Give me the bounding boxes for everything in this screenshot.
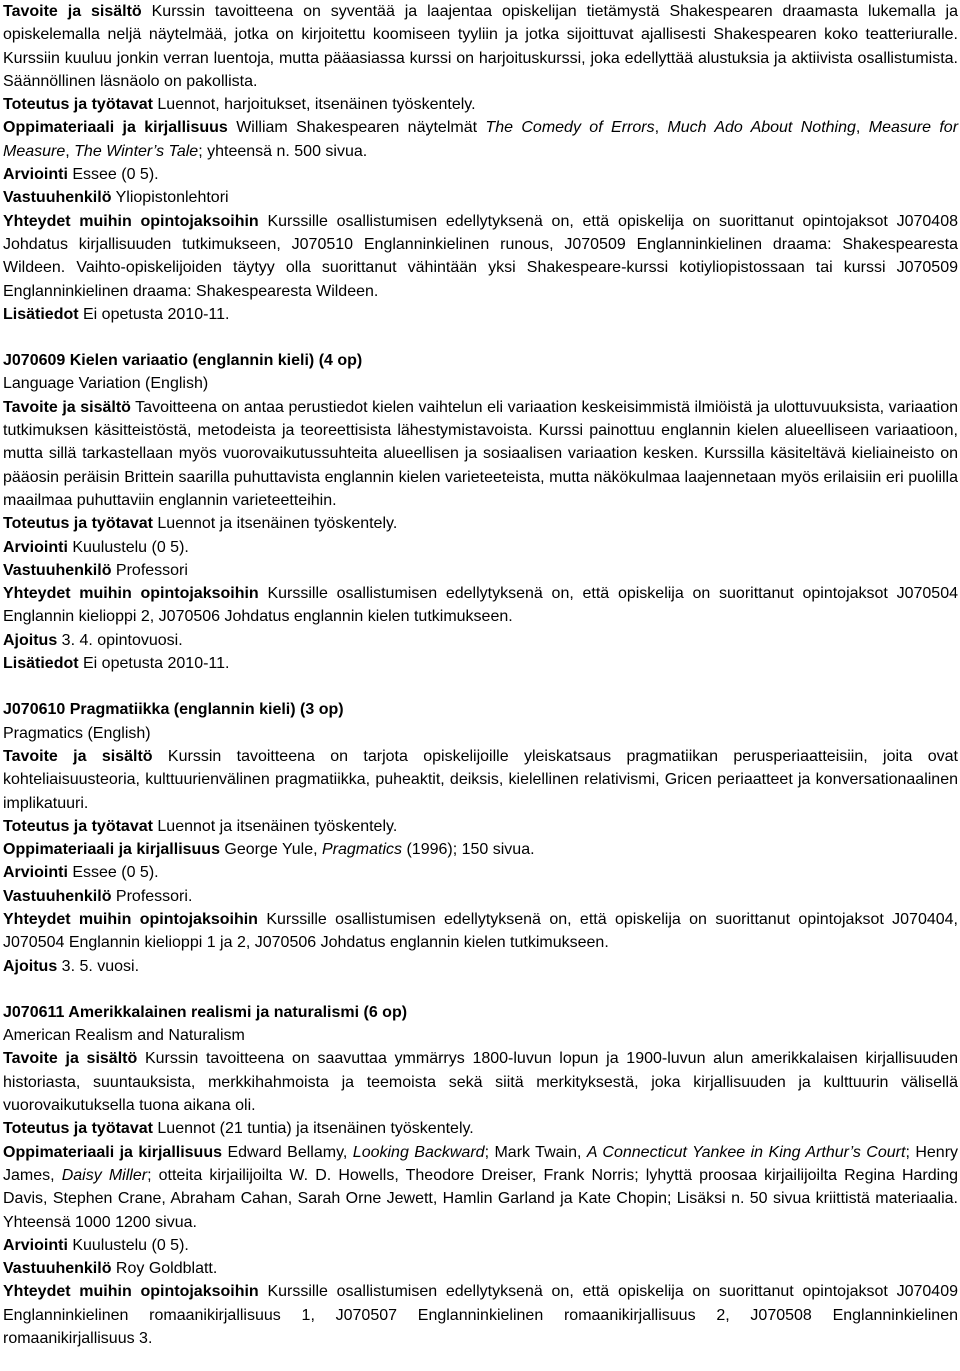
field-text: Ei opetusta 2010-11. (78, 655, 230, 673)
course-continued (3, 0, 958, 326)
field-text: , (855, 119, 869, 137)
field-text: ; Henry James, (3, 1143, 959, 1184)
field-label: Tavoite ja sisältö (3, 747, 153, 765)
field-text: Kurssin tavoitteena on saavuttaa ymmärrys 1800-luvun lopun ja 1900-luvun alun amerikkalaisen kirjallisuuden historiasta, suuntauksista, merkkihahmoista ja teemoista sekä siitä merkityksestä, joka kirjallisuuden ja kulttuurin välisellä vuorovaikutuksella tuona aikana oli. (3, 1050, 959, 1115)
field-text: George Yule, (219, 841, 322, 859)
field-text: Kurssin tavoitteena on syventää ja laajentaa opiskelijan tietämystä Shakespearen draamasta lukemalla ja opiskelemalla neljä näytelmää, jotka on kirjoitettu koomiseen tyyliin ja jotka sijoittuvat ajallisesti Shakespearen koko teatteriuralle. Kurssiin kuuluu jonkin verran luentoja, mutta pääasiassa kurssi on harjoituskurssi, joka edellyttää alustuksia ja aktiivista osallistumista. Säännöllinen läsnäolo on pakollista. (3, 3, 959, 90)
book-title: Looking Backward (352, 1143, 485, 1161)
field-label: Oppimateriaali ja kirjallisuus (3, 841, 220, 859)
field-label: Toteutus ja työtavat (3, 817, 153, 835)
field-oppimateriaali (3, 1141, 958, 1234)
course-subtitle: Pragmatics (English) (3, 724, 151, 742)
field-vastuuhenkilo (3, 186, 958, 209)
field-tavoite (3, 1047, 958, 1117)
course-title: J070610 Pragmatiikka (englannin kieli) (3 op) (3, 701, 344, 719)
field-vastuuhenkilo (3, 559, 958, 582)
field-ajoitus (3, 629, 958, 652)
field-text: ; otteita kirjailijoilta W. D. Howells, Theodore Dreiser, Frank Norris; lyhyttä proosaa kirjailijoilta Regina Harding Davis, Stephen Crane, Abraham Cahan, Sarah Orne Jewett, Hamlin Garland ja Kate Chopin; Lisäksi n. 50 sivua kriittistä materiaalia. Yhteensä 1000 1200 sivua. (3, 1166, 958, 1231)
field-toteutus (3, 815, 958, 838)
field-tavoite (3, 745, 958, 815)
field-label: Arviointi (3, 864, 68, 882)
field-label: Lisätiedot (3, 655, 79, 673)
field-label: Arviointi (3, 166, 68, 184)
field-text: ; Mark Twain, (484, 1143, 587, 1161)
field-text: Edward Bellamy, (222, 1143, 353, 1161)
field-oppimateriaali (3, 838, 958, 861)
field-text: Luennot (21 tuntia) ja itsenäinen työskentely. (152, 1120, 474, 1138)
field-text: Roy Goldblatt. (111, 1260, 218, 1278)
course-subtitle: Language Variation (English) (3, 375, 209, 393)
field-text: Yliopistonlehtori (111, 189, 229, 207)
field-text: , (65, 142, 75, 160)
field-label: Tavoite ja sisältö (3, 3, 142, 20)
field-yhteydet (3, 210, 958, 303)
field-arviointi (3, 536, 958, 559)
field-label: Vastuuhenkilö (3, 887, 112, 905)
book-title: A Connecticut Yankee in King Arthur’s Court (586, 1143, 906, 1161)
field-vastuuhenkilo (3, 885, 958, 908)
field-text: Ei opetusta 2010-11. (78, 305, 230, 323)
field-text: Essee (0 5). (67, 166, 159, 184)
field-label: Vastuuhenkilö (3, 189, 112, 207)
field-lisatiedot (3, 303, 958, 326)
field-toteutus (3, 1117, 958, 1140)
field-toteutus (3, 512, 958, 535)
field-arviointi (3, 163, 958, 186)
field-label: Yhteydet muihin opintojaksoihin (3, 585, 259, 603)
field-label: Toteutus ja työtavat (3, 96, 153, 114)
field-yhteydet (3, 582, 958, 629)
field-label: Yhteydet muihin opintojaksoihin (3, 212, 259, 230)
field-text: Professori (111, 561, 188, 579)
field-label: Oppimateriaali ja kirjallisuus (3, 119, 228, 137)
field-text: Kuulustelu (0 5). (67, 538, 189, 556)
field-ajoitus (3, 955, 958, 978)
field-tavoite (3, 0, 958, 93)
field-text: Kurssille osallistumisen edellytyksenä on, että opiskelija on suorittanut opintojaksot J070504 Englannin kielioppi 2, J070506 Johdatus englannin kielen tutkimukseen. (3, 585, 958, 626)
field-text: (1996); 150 sivua. (402, 841, 535, 859)
field-text: Kurssin tavoitteena on tarjota opiskelijoille yleiskatsaus pragmatiikan perusperiaatteisiin, joita ovat kohteliaisuusteoria, kulttuurienvälinen pragmatiikka, puheaktit, deiksis, kielellinen relativismi, Gricen periaatteet ja konversationaalinen implikatuuri. (3, 747, 958, 812)
book-title: Daisy Miller (61, 1166, 148, 1184)
book-title: Measure for Measure (3, 119, 959, 160)
field-text: 3. 4. opintovuosi. (57, 631, 183, 649)
field-vastuuhenkilo (3, 1257, 958, 1280)
field-text: Essee (0 5). (67, 864, 159, 882)
course-title: J070611 Amerikkalainen realismi ja naturalismi (6 op) (3, 1003, 408, 1021)
field-text: ; yhteensä n. 500 sivua. (198, 142, 368, 160)
course-subtitle: American Realism and Naturalism (3, 1027, 245, 1045)
field-text: 3. 5. vuosi. (57, 957, 140, 975)
field-arviointi (3, 1234, 958, 1257)
field-text: Kurssille osallistumisen edellytyksenä on, että opiskelija on suorittanut opintojaksot J070404, J070504 Englannin kielioppi 1 ja 2, J070506 Johdatus englannin kielen tutkimukseen. (3, 910, 958, 952)
field-label: Ajoitus (3, 957, 58, 975)
field-tavoite (3, 396, 958, 512)
field-text: Kurssille osallistumisen edellytyksenä on, että opiskelija on suorittanut opintojaksot J070409 Englanninkielinen romaanikirjallisuus 1, J070507 Englanninkielinen romaanikirjallisuus 2, J070508 Englanninkielinen romaanikirjallisuus 3. (3, 1283, 958, 1348)
field-text: Kurssille osallistumisen edellytyksenä on, että opiskelija on suorittanut opintojaksot J070408 Johdatus kirjallisuuden tutkimukseen, J070510 Englanninkielinen runous, J070509 Englanninkielinen draama: Shakespearesta Wildeen. Vaihto-opiskelijoiden täytyy olla suorittanut vähintään yksi Shakespeare-kurssi kotiyliopistossaan tai kurssi J070509 Englanninkielinen draama: Shakespearesta Wildeen. (3, 212, 958, 300)
field-text: Tavoitteena on antaa perustiedot kielen vaihtelun eli variaation keskeisimmistä ilmiöistä ja ulottuvuuksista, variaation tutkimuksen käsitteistöstä, metodeista ja teoreettisista lähestymistavoista. Kurssi painottuu englannin kielen alueelliseen variaatioon, mutta sillä tarkastellaan myös vuorovaikutussuhteita alueellisen ja sosiaalisen variaation kesken. Kurssilla käsiteltävä kieliaineisto on pääosin peräisin Brittein saarilla puhuttavista englannin kielen varieteeteista, mutta näkökulmaa laajennetaan myös erilaisiin eri puolilla maailmaa puhuttaviin englannin varieteetteihin. (3, 398, 959, 509)
field-text: , (654, 119, 668, 137)
book-title: The Winter’s Tale (74, 142, 199, 160)
field-label: Toteutus ja työtavat (3, 1120, 153, 1138)
field-label: Oppimateriaali ja kirjallisuus (3, 1143, 222, 1161)
field-yhteydet (3, 1280, 958, 1350)
field-text: Luennot ja itsenäinen työskentely. (152, 515, 398, 533)
field-label: Tavoite ja sisältö (3, 1050, 138, 1068)
field-label: Ajoitus (3, 631, 58, 649)
field-label: Lisätiedot (3, 305, 79, 323)
field-text: Luennot ja itsenäinen työskentely. (152, 817, 398, 835)
field-text: Kuulustelu (0 5). (67, 1236, 189, 1254)
field-arviointi (3, 861, 958, 884)
field-lisatiedot (3, 652, 958, 675)
field-toteutus (3, 93, 958, 116)
course-title: J070609 Kielen variaatio (englannin kieli) (4 op) (3, 352, 363, 370)
book-title: The Comedy of Errors (485, 119, 655, 137)
field-label: Tavoite ja sisältö (3, 398, 131, 416)
course-j070610 (3, 698, 958, 978)
field-yhteydet (3, 908, 958, 955)
field-text: Professori. (111, 887, 193, 905)
course-j070611 (3, 1001, 958, 1350)
field-text: Luennot, harjoitukset, itsenäinen työskentely. (152, 96, 476, 114)
course-j070609 (3, 349, 958, 675)
field-label: Arviointi (3, 1236, 68, 1254)
book-title: Much Ado About Nothing (667, 119, 856, 137)
field-label: Vastuuhenkilö (3, 561, 112, 579)
field-label: Yhteydet muihin opintojaksoihin (3, 1283, 259, 1301)
field-text: William Shakespearen näytelmät (227, 119, 486, 137)
field-label: Vastuuhenkilö (3, 1260, 112, 1278)
book-title: Pragmatics (321, 841, 403, 859)
field-label: Yhteydet muihin opintojaksoihin (3, 910, 258, 928)
field-label: Toteutus ja työtavat (3, 515, 153, 533)
field-label: Arviointi (3, 538, 68, 556)
field-oppimateriaali (3, 116, 958, 163)
